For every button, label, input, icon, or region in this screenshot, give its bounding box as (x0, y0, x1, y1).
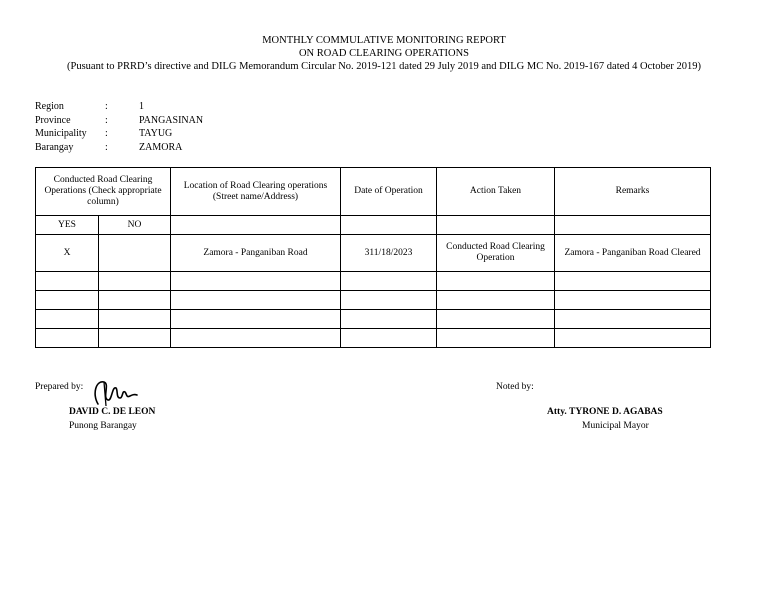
cell-no (99, 235, 171, 272)
info-value: PANGASINAN (139, 114, 204, 126)
info-value: TAYUG (139, 128, 173, 139)
info-value: ZAMORA (139, 141, 183, 153)
empty-cell (36, 329, 99, 348)
location-info (35, 100, 339, 154)
table-row-empty (36, 329, 711, 348)
col-header-location-line1: Location of Road Clearing operations (183, 180, 328, 191)
empty-cell (437, 310, 555, 329)
info-row-region (35, 100, 339, 114)
info-label: Province (35, 114, 71, 126)
cell-yes: X (36, 235, 99, 272)
info-colon: : (105, 101, 108, 112)
noted-by-name: Atty. TYRONE D. AGABAS (547, 407, 663, 417)
table-row-empty (36, 291, 711, 310)
info-value: 1 (139, 101, 144, 112)
table-subheader-row (36, 216, 711, 235)
empty-cell (171, 310, 341, 329)
info-row-municipality (35, 127, 339, 141)
col-header-no: NO (99, 216, 171, 235)
empty-cell (171, 329, 341, 348)
col-header-remarks: Remarks (555, 168, 711, 216)
empty-cell (555, 272, 711, 291)
info-colon: : (105, 141, 108, 153)
prepared-by-label: Prepared by: (35, 382, 84, 392)
empty-cell (555, 216, 711, 235)
signature-image (90, 376, 140, 408)
col-header-yes: YES (36, 216, 99, 235)
info-row-province (35, 114, 339, 128)
road-clearing-table (35, 167, 711, 348)
empty-cell (171, 216, 341, 235)
empty-cell (437, 329, 555, 348)
col-header-date: Date of Operation (341, 168, 437, 216)
empty-cell (341, 310, 437, 329)
empty-cell (171, 272, 341, 291)
table-row-empty (36, 310, 711, 329)
empty-cell (437, 216, 555, 235)
cell-action: Conducted Road Clearing Operation (437, 235, 555, 272)
col-header-location-line2: (Street name/Address) (212, 191, 299, 202)
noted-by-title: Municipal Mayor (582, 421, 649, 431)
empty-cell (341, 216, 437, 235)
info-label: Barangay (35, 141, 74, 153)
empty-cell (437, 291, 555, 310)
empty-cell (341, 272, 437, 291)
info-row-barangay (35, 141, 339, 155)
info-colon: : (105, 114, 108, 126)
empty-cell (99, 272, 171, 291)
cell-date: 311/18/2023 (341, 235, 437, 272)
empty-cell (99, 329, 171, 348)
empty-cell (341, 329, 437, 348)
report-title-line1: MONTHLY COMMULATIVE MONITORING REPORT (262, 35, 506, 46)
empty-cell (341, 291, 437, 310)
noted-by-label: Noted by: (496, 382, 534, 392)
prepared-by-title: Punong Barangay (69, 421, 137, 431)
info-label: Municipality (35, 128, 87, 139)
table-row (36, 235, 711, 272)
info-colon: : (105, 128, 108, 139)
empty-cell (99, 291, 171, 310)
table-header-row (36, 168, 711, 216)
prepared-by-name: DAVID C. DE LEON (69, 407, 156, 417)
empty-cell (171, 291, 341, 310)
empty-cell (36, 310, 99, 329)
empty-cell (555, 291, 711, 310)
col-header-conducted: Conducted Road Clearing Operations (Check appropriate column) (36, 168, 171, 216)
empty-cell (99, 310, 171, 329)
empty-cell (555, 329, 711, 348)
empty-cell (555, 310, 711, 329)
cell-location: Zamora - Panganiban Road (171, 235, 341, 272)
empty-cell (437, 272, 555, 291)
report-legal-basis: (Pusuant to PRRD’s directive and DILG Memorandum Circular No. 2019-121 dated 29 July 2019 and DILG MC No. 2019-167 dated 4 October 2019) (67, 61, 701, 72)
table-row-empty (36, 272, 711, 291)
col-header-location (171, 168, 341, 216)
empty-cell (36, 272, 99, 291)
report-header (0, 34, 768, 73)
cell-remarks: Zamora - Panganiban Road Cleared (555, 235, 711, 272)
report-title-line2: ON ROAD CLEARING OPERATIONS (298, 48, 470, 59)
col-header-action: Action Taken (437, 168, 555, 216)
empty-cell (36, 291, 99, 310)
info-label: Region (35, 101, 64, 112)
